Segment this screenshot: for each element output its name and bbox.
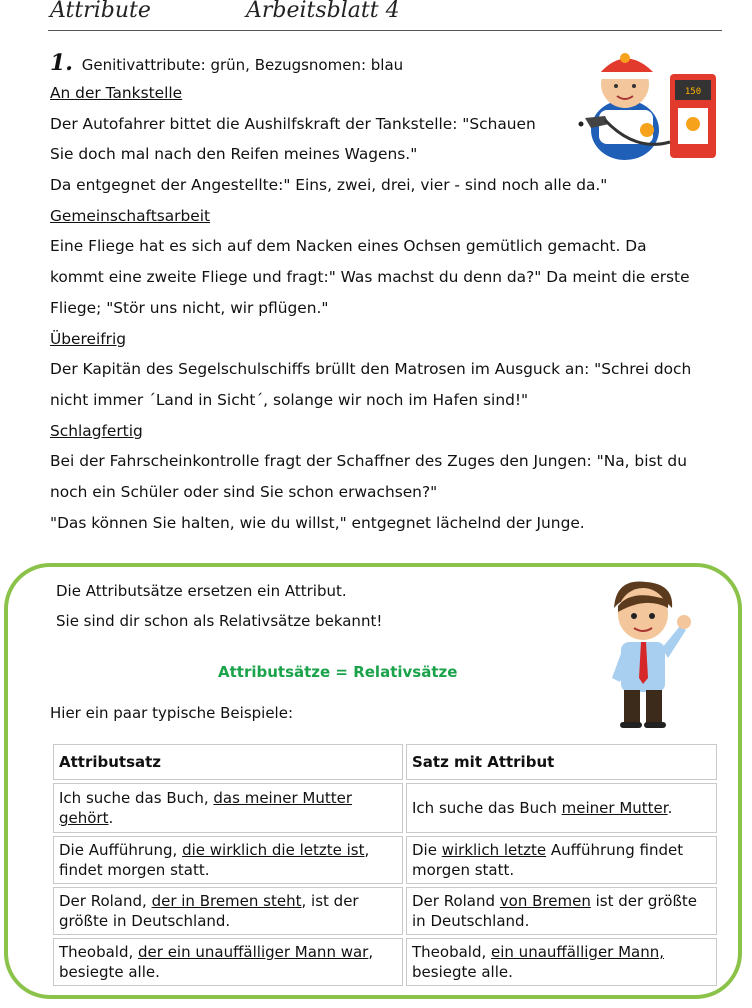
text-line: nicht immer ´Land in Sicht´, solange wir noch im Hafen sind!"	[50, 390, 529, 409]
text-segment: Die Aufführung,	[59, 841, 183, 859]
table-row	[53, 836, 717, 884]
text-segment: , ist der größte in Deutschland.	[59, 892, 359, 930]
text-line: Da entgegnet der Angestellte:" Eins, zwei, drei, vier - sind noch alle da."	[50, 176, 608, 195]
underlined-segment: die wirklich die letzte ist	[182, 841, 365, 859]
text-segment: Ich suche das Buch	[412, 799, 562, 817]
underlined-segment: das meiner Mutter gehört	[59, 789, 352, 827]
text-segment: Der Roland	[412, 892, 500, 910]
underlined-segment: wirklich letzte	[441, 841, 547, 859]
table-row	[53, 938, 717, 986]
satz-mit-attribut-cell	[406, 836, 717, 884]
satz-mit-attribut-cell	[406, 783, 717, 833]
underlined-segment: der in Bremen steht	[151, 892, 302, 910]
text-segment: Theobald,	[412, 943, 492, 961]
examples-table	[50, 741, 720, 989]
underlined-segment: der ein unauffälliger Mann war	[138, 943, 369, 961]
text-segment: .	[108, 809, 114, 827]
column-header-attributsatz: Attributsatz	[53, 744, 403, 780]
text-line: "Das können Sie halten, wie du willst," entgegnet lächelnd der Junge.	[50, 513, 585, 532]
text-line: Eine Fliege hat es sich auf dem Nacken eines Ochsen gemütlich gemacht. Da	[50, 237, 647, 256]
text-line: Der Autofahrer bittet die Aushilfskraft der Tankstelle: "Schauen	[50, 114, 536, 133]
waving-boy-illustration	[596, 578, 696, 730]
text-segment: Ich suche das Buch,	[59, 789, 214, 807]
text-segment: Aufführung findet morgen statt.	[412, 841, 684, 879]
box-line-2: Sie sind dir schon als Relativsätze bekannt!	[56, 612, 383, 630]
text-segment: Theobald,	[59, 943, 139, 961]
table-row	[53, 783, 717, 833]
text-segment: , besiegte alle.	[59, 943, 374, 981]
anecdote-title: An der Tankstelle	[50, 84, 183, 102]
text-segment: besiegte alle.	[412, 963, 513, 981]
exercise-instruction: Genitivattribute: grün, Bezugsnomen: blau	[81, 56, 404, 74]
text-line: Fliege; "Stör uns nicht, wir pflügen."	[50, 298, 329, 317]
attributsatz-cell	[53, 887, 403, 935]
attributsatz-cell	[53, 938, 403, 986]
anecdote-title: Schlagfertig	[50, 421, 143, 440]
satz-mit-attribut-cell	[406, 938, 717, 986]
header-worksheet: Arbeitsblatt 4	[246, 0, 400, 23]
underlined-segment: meiner Mutter	[561, 799, 668, 817]
pump-display: 150	[684, 87, 702, 97]
anecdote-title: Gemeinschaftsarbeit	[50, 206, 211, 225]
text-segment: ist der größte in Deutschland.	[412, 892, 698, 930]
text-line: Der Kapitän des Segelschulschiffs brüllt den Matrosen im Ausguck an: "Schrei doch	[50, 360, 692, 379]
text-line: noch ein Schüler oder sind Sie schon erwachsen?"	[50, 482, 438, 501]
formula: Attributsätze = Relativsätze	[218, 663, 458, 681]
text-segment: Die	[412, 841, 442, 859]
text-segment: , findet morgen statt.	[59, 841, 370, 879]
text-line: Bei der Fahrscheinkontrolle fragt der Schaffner des Zuges den Jungen: "Na, bist du	[50, 452, 687, 471]
satz-mit-attribut-cell	[406, 887, 717, 935]
exercise-number: 1.	[50, 50, 73, 76]
text-segment: .	[667, 799, 673, 817]
header-topic: Attribute	[50, 0, 151, 23]
table-row	[53, 887, 717, 935]
text-segment: Der Roland,	[59, 892, 152, 910]
page-header	[48, 0, 722, 31]
column-header-satz-mit-attribut: Satz mit Attribut	[406, 744, 717, 780]
underlined-segment: von Bremen	[499, 892, 591, 910]
examples-intro: Hier ein paar typische Beispiele:	[50, 704, 294, 722]
text-line: Sie doch mal nach den Reifen meines Wagens."	[50, 145, 418, 164]
attributsatz-cell	[53, 836, 403, 884]
text-line: kommt eine zweite Fliege und fragt:" Was machst du denn da?" Da meint die erste	[50, 268, 690, 287]
box-line-1: Die Attributsätze ersetzen ein Attribut.	[56, 582, 347, 600]
table-header-row	[53, 744, 717, 780]
anecdote-title: Übereifrig	[50, 329, 127, 348]
underlined-segment: ein unauffälliger Mann,	[491, 943, 665, 961]
gas-station-attendant-illustration	[575, 42, 725, 160]
attributsatz-cell	[53, 783, 403, 833]
